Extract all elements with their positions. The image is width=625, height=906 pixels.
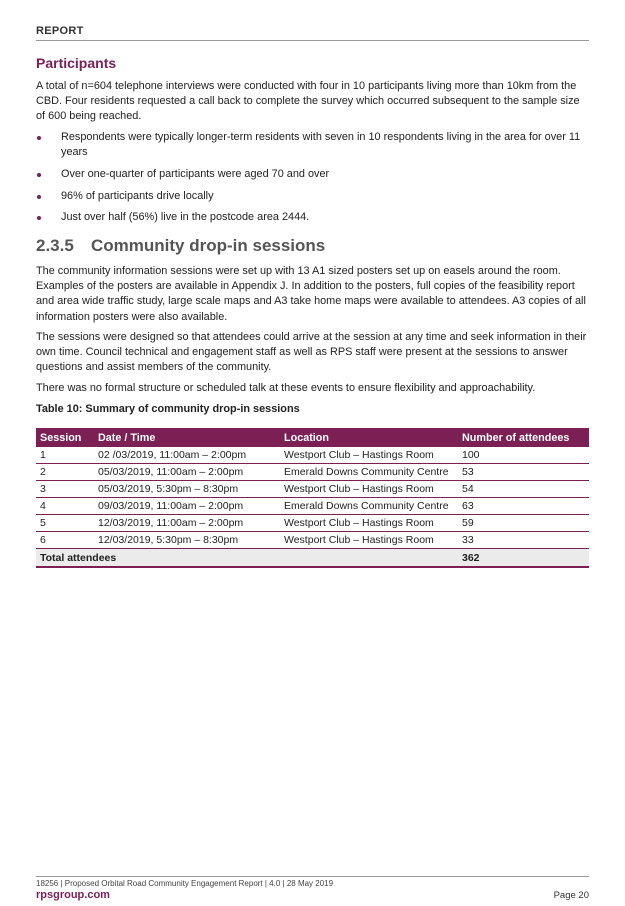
list-item-text: Over one-quarter of participants were aged 70 and over — [61, 168, 330, 181]
sessions-table — [36, 428, 589, 568]
cell-session: 5 — [36, 515, 94, 532]
column-header-date-time: Date / Time — [94, 428, 280, 447]
cell-attendees: 59 — [458, 515, 589, 532]
section-title: Community drop-in sessions — [91, 236, 326, 255]
cell-attendees: 63 — [458, 498, 589, 515]
cell-location: Emerald Downs Community Centre — [280, 498, 458, 515]
section-number: 2.3.5 — [36, 236, 74, 255]
list-item-text: Just over half (56%) live in the postcode area 2444. — [61, 210, 310, 223]
cell-session: 2 — [36, 464, 94, 481]
footer-divider — [36, 876, 589, 877]
cell-location: Westport Club – Hastings Room — [280, 447, 458, 464]
cell-date-time: 02 /03/2019, 11:00am – 2:00pm — [94, 447, 280, 464]
column-header-session: Session — [36, 428, 94, 447]
bullet-icon — [37, 195, 41, 199]
total-label: Total attendees — [36, 549, 458, 568]
section-paragraph: The community information sessions were set up with 13 A1 sized posters set up on easels around the room. Examples of the posters are available in Appendix J. In addition to the posters, full copies of the feasibility report and area wide traffic study, large scale maps and A3 take home maps were available to attendees. A3 copies of all information posters were also available. — [36, 265, 586, 323]
bullet-icon — [37, 216, 41, 220]
cell-location: Emerald Downs Community Centre — [280, 464, 458, 481]
list-item-text: Respondents were typically longer-term residents with seven in 10 respondents living in the area for over 11 years — [61, 131, 581, 159]
table-row — [36, 515, 589, 532]
footer-website: rpsgroup.com — [36, 889, 110, 901]
table-row — [36, 481, 589, 498]
section-paragraph: The sessions were designed so that attendees could arrive at the session at any time and seek information in their own time. Council technical and engagement staff as well as RPS staff were present at the sessions to answer questions and assist members of the community. — [36, 331, 587, 374]
page-number: Page 20 — [553, 890, 589, 901]
cell-location: Westport Club – Hastings Room — [280, 515, 458, 532]
total-value: 362 — [458, 549, 589, 568]
cell-session: 1 — [36, 447, 94, 464]
running-header: REPORT — [36, 25, 84, 37]
cell-attendees: 33 — [458, 532, 589, 549]
table-caption: Table 10: Summary of community drop-in sessions — [36, 403, 300, 415]
table-row — [36, 532, 589, 549]
cell-date-time: 12/03/2019, 5:30pm – 8:30pm — [94, 532, 280, 549]
table-row — [36, 447, 589, 464]
section-paragraph: There was no formal structure or scheduled talk at these events to ensure flexibility and approachability. — [36, 382, 536, 394]
list-item — [36, 189, 589, 204]
table-header-row — [36, 428, 589, 447]
list-item — [36, 167, 589, 182]
participants-heading: Participants — [36, 55, 117, 71]
list-item — [36, 210, 589, 225]
cell-attendees: 54 — [458, 481, 589, 498]
report-page — [36, 0, 589, 906]
cell-location: Westport Club – Hastings Room — [280, 481, 458, 498]
table-row — [36, 498, 589, 515]
cell-attendees: 100 — [458, 447, 589, 464]
cell-date-time: 12/03/2019, 11:00am – 2:00pm — [94, 515, 280, 532]
list-item-text: 96% of participants drive locally — [61, 189, 214, 202]
bullet-icon — [37, 136, 41, 140]
table-row — [36, 464, 589, 481]
column-header-attendees: Number of attendees — [458, 428, 589, 447]
footer-document-info: 18256 | Proposed Orbital Road Community Engagement Report | 4.0 | 28 May 2019 — [36, 879, 334, 888]
cell-date-time: 05/03/2019, 11:00am – 2:00pm — [94, 464, 280, 481]
cell-session: 4 — [36, 498, 94, 515]
cell-location: Westport Club – Hastings Room — [280, 532, 458, 549]
participants-intro: A total of n=604 telephone interviews were conducted with four in 10 participants living more than 10km from the CBD. Four residents requested a call back to complete the survey which occurred subsequent to the sample size of 600 being reached. — [36, 80, 580, 123]
section-heading — [36, 236, 325, 256]
header-divider — [36, 40, 589, 41]
table-total-row — [36, 549, 589, 568]
participants-bullet-list — [36, 130, 589, 225]
list-item — [36, 130, 589, 160]
bullet-icon — [37, 173, 41, 177]
cell-date-time: 09/03/2019, 11:00am – 2:00pm — [94, 498, 280, 515]
cell-attendees: 53 — [458, 464, 589, 481]
cell-session: 6 — [36, 532, 94, 549]
cell-date-time: 05/03/2019, 5:30pm – 8:30pm — [94, 481, 280, 498]
cell-session: 3 — [36, 481, 94, 498]
column-header-location: Location — [280, 428, 458, 447]
